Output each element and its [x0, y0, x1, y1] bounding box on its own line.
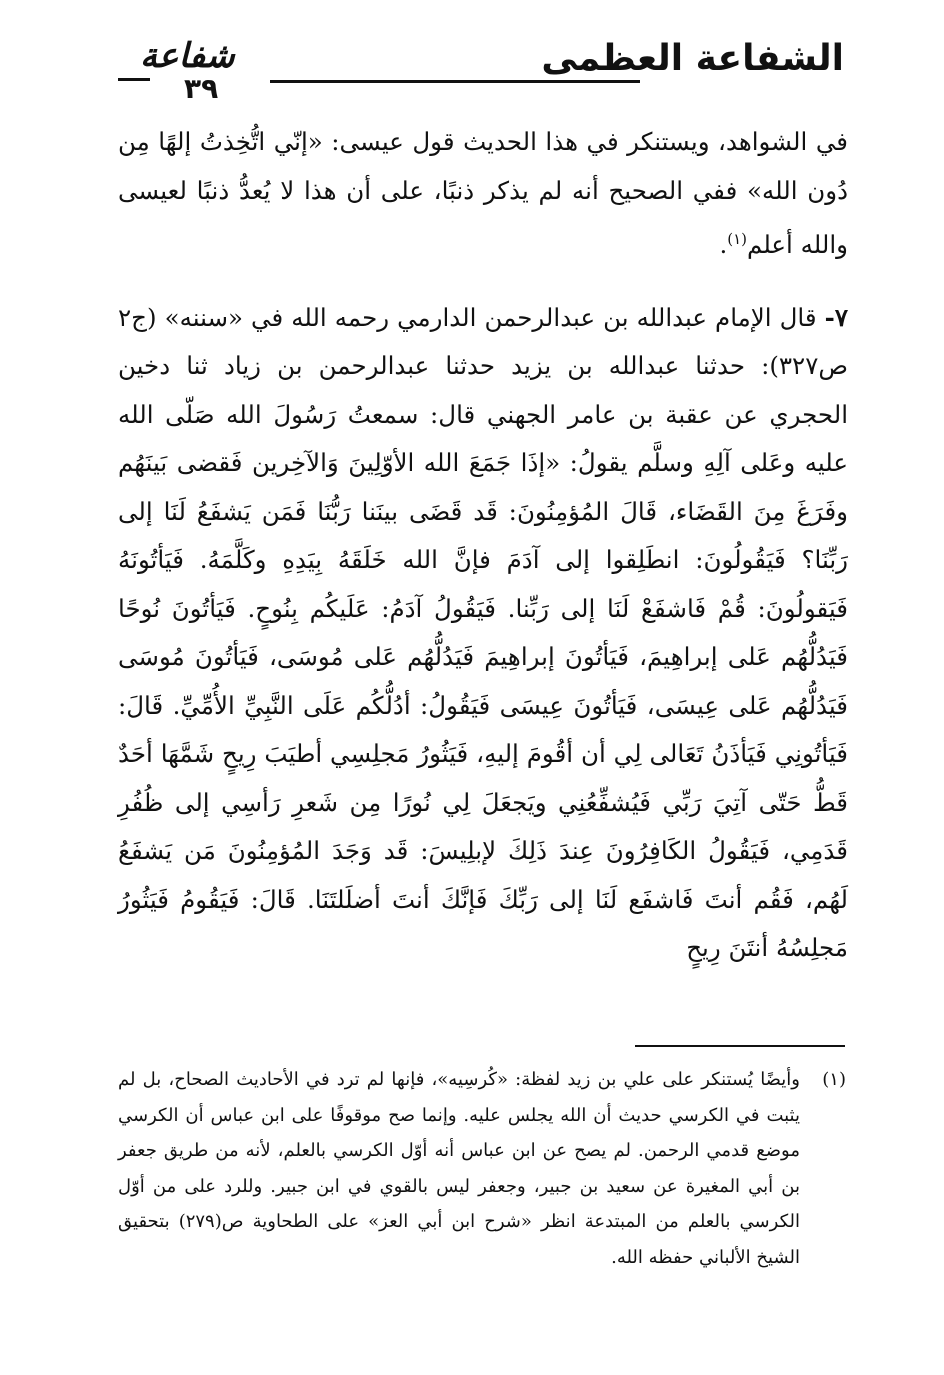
header-rule: [270, 80, 640, 83]
footnote-separator: [635, 1045, 845, 1047]
footnotes: [118, 1062, 848, 1275]
paragraph-1-text: في الشواهد، ويستنكر في هذا الحديث قول عيسى: «إنّي اتُّخِذتُ إلهًا مِن دُون الله» ففي الصحيح أنه لم يذكر ذنبًا، على أن هذا لا يُعدُّ ذنبًا لعيسى والله أعلم: [118, 127, 848, 260]
footnote-text: وأيضًا يُستنكر على علي بن زيد لفظة: «كُرسِيه»، فإنها لم ترد في الأحاديث الصحاح، بل لم يثبت في الكرسي حديث أن الله يجلس عليه. وإنما صح موقوفًا على ابن عباس أن الكرسي موضع قدمي الرحمن. لم يصح عن ابن عباس أنه أوّل الكرسي بالعلم، لأنه من طريق جعفر بن أبي المغيرة عن سعيد بن جبير، وجعفر ليس بالقوي في ابن جبير. وللرد على من أوّل الكرسي بالعلم من المبتدعة انظر «شرح ابن أبي العز» على الطحاوية ص(٢٧٩) بتحقيق الشيخ الألباني حفظه الله.: [118, 1069, 800, 1268]
paragraph-2-text: قال الإمام عبدالله بن عبدالرحمن الدارمي رحمه الله في «سننه» (ج٢ ص٣٢٧): حدثنا عبدالله بن يزيد حدثنا عبدالرحمن بن زياد ثنا دخين الحجري عن عقبة بن عامر الجهني قال: سمعتُ رَسُولَ الله صَلّى الله عليه وعَلى آلِهِ وسلَّم يقولُ: «إذَا جَمَعَ الله الأوّلِينَ وَالآخِرين فَقضى بَينَهُم وفَرَغَ مِنَ القَضَاء، قَالَ المُؤمِنُونَ: قَد قَضَى بينَنا رَبُّنَا فَمَن يَشفَعُ لَنَا إلى رَبِّنَا؟ فَيَقُولُونَ: انطَلِقوا إلى آدَمَ فإنَّ الله خَلَقَهُ بِيَدِهِ وكَلَّمَهُ. فَيَأتُونَهُ فَيَقولُونَ: قُمْ فَاشفَعْ لَنَا إلى رَبِّنا. فَيَقُولُ آدَمُ: عَلَيكُم بِنُوحٍ. فَيَأتُونَ نُوحًا فَيَدُلُّهُم عَلى إبراهِيمَ، فَيَأتُونَ إبراهِيمَ فَيَدُلُّهُم عَلى مُوسَى، فَيَأتُونَ مُوسَى فَيَدُلُّهُم عَلى عِيسَى، فَيَأتُونَ عِيسَى فَيَقُولُ: أدُلُّكُم عَلَى النَّبِيِّ الأُمِّيِّ. قَالَ: فَيَأتُونِي فَيَأذَنُ تَعَالى لِي أن أقُومَ إليهِ، فَيَثُورُ مَجلِسِي أطيَبَ رِيحٍ شَمَّهَا أحَدٌ قَطُّ حَتّى آتِيَ رَبِّي فَيُشفِّعُنِي ويَجعَلَ لِي نُورًا مِن شَعرِ رَأسِي إلى ظُفُرِ قَدَمِي، فَيَقُولُ الكَافِرُونَ عِندَ ذَلِكَ لإبلِيسَ: قَد وَجَدَ المُؤمِنُونَ مَن يَشفَعُ لَهُم، فَقُم أنتَ فَاشفَع لَنَا إلى رَبِّكَ فَإنَّكَ أنتَ أضلَلتَنَا. قَالَ: فَيَقُومُ فَيَثُورُ مَجلِسُهُ أنتَنَ رِيحٍ: [118, 302, 848, 963]
main-text: [118, 118, 848, 973]
paragraph-1-end: .: [719, 230, 728, 260]
footnote-reference: (١): [727, 230, 748, 248]
brand-logo: شفاعة: [140, 36, 235, 76]
page-number: ٣٩: [184, 72, 219, 105]
footnote-1: [118, 1062, 848, 1275]
brand-dash: [118, 78, 150, 81]
paragraph-1: [118, 118, 848, 270]
page-header: [120, 36, 850, 105]
paragraph-2: [118, 294, 848, 973]
running-title: الشفاعة العظمى: [541, 38, 844, 79]
hadith-number: ٧-: [824, 302, 848, 332]
footnote-marker: (١): [822, 1069, 846, 1090]
